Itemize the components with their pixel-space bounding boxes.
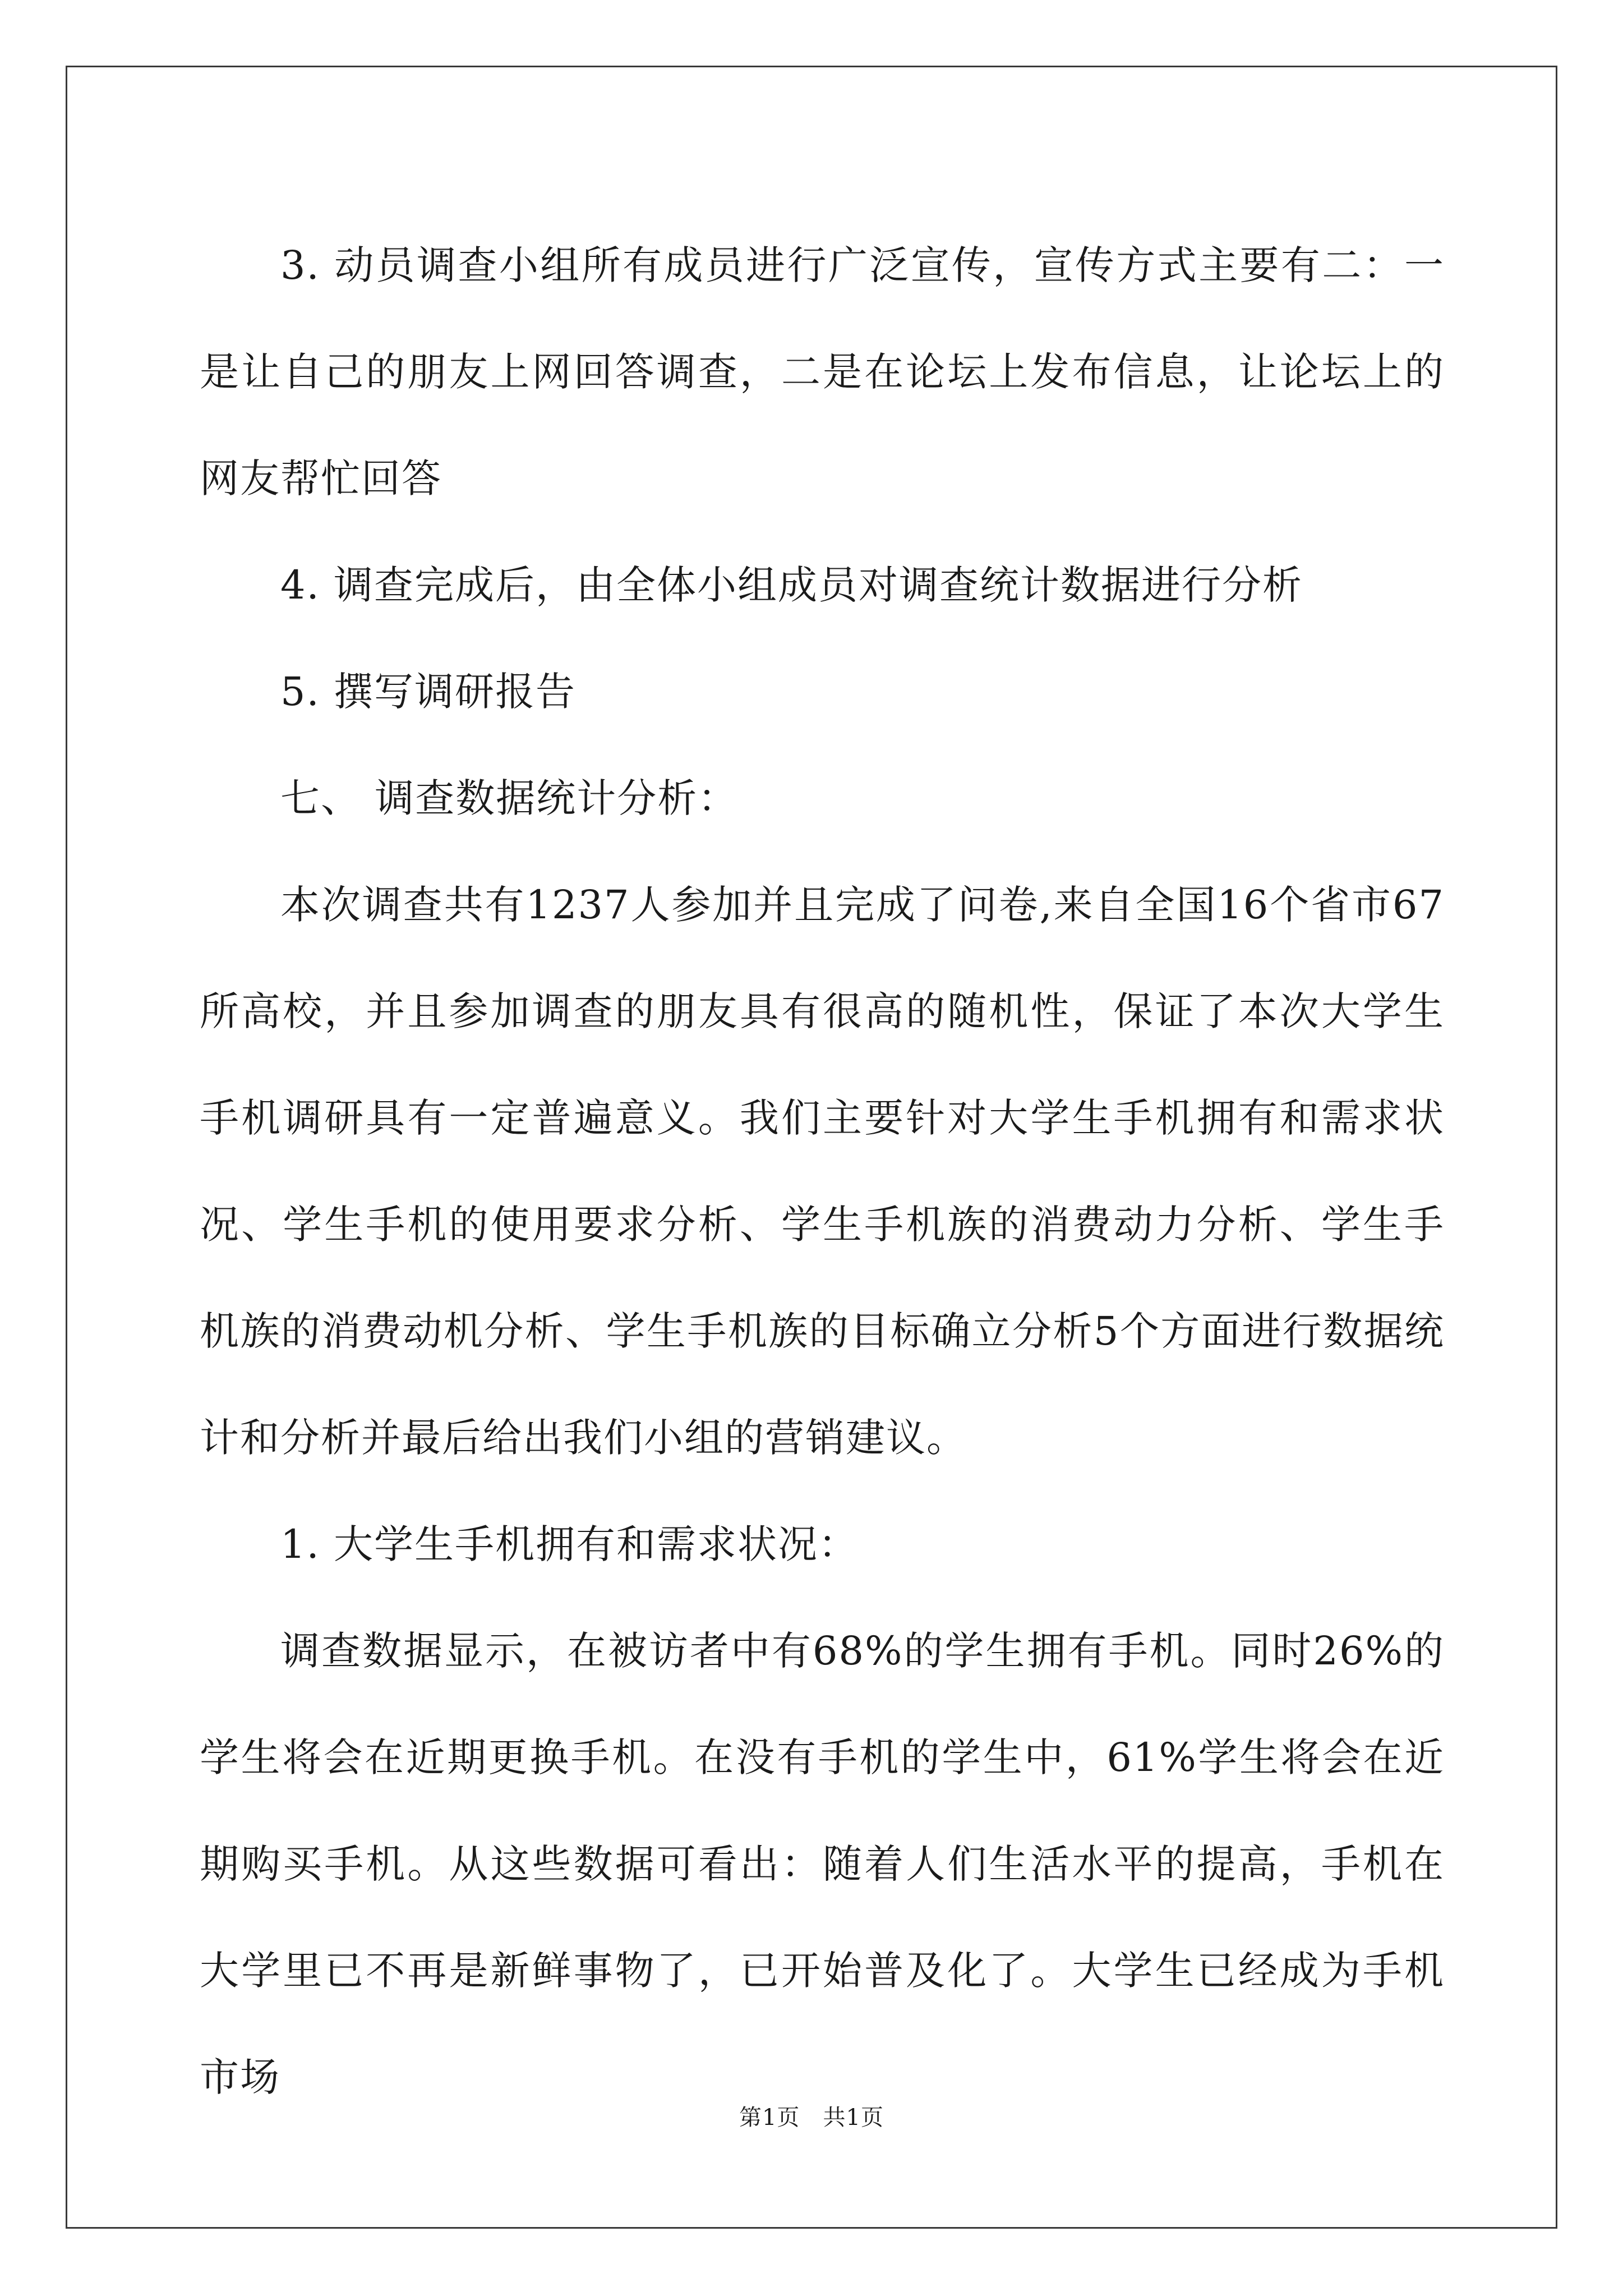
page-footer: 第1页 共1页 (739, 2105, 884, 2131)
paragraph-survey-results: 调查数据显示，在被访者中有68%的学生拥有手机。同时26%的学生将会在近期更换手机。在没有手机的学生中，61%学生将会在近期购买手机。从这些数据可看出：随着人们生活水平的提高，手机在大学里已不再是新鲜事物了，已开始普及化了。大学生已经成为手机市场 (200, 1628, 1445, 2100)
paragraph-step-5: 5. 撰写调研报告 (280, 669, 577, 715)
document-body (200, 212, 1445, 2131)
paragraph-step-4: 4. 调查完成后，由全体小组成员对调查统计数据进行分析 (280, 562, 1303, 608)
section-heading-7: 七、 调查数据统计分析： (280, 775, 739, 821)
subsection-heading-1: 1. 大学生手机拥有和需求状况： (280, 1521, 859, 1567)
paragraph-step-3: 3. 动员调查小组所有成员进行广泛宣传，宣传方式主要有二：一是让自己的朋友上网回答调查，二是在论坛上发布信息，让论坛上的网友帮忙回答 (200, 242, 1445, 501)
paragraph-survey-overview: 本次调查共有1237人参加并且完成了问卷,来自全国16个省市67所高校，并且参加调查的朋友具有很高的随机性，保证了本次大学生手机调研具有一定普遍意义。我们主要针对大学生手机拥有和需求状况、学生手机的使用要求分析、学生手机族的消费动力分析、学生手机族的消费动机分析、学生手机族的目标确立分析5个方面进行数据统计和分析并最后给出我们小组的营销建议。 (200, 882, 1445, 1461)
